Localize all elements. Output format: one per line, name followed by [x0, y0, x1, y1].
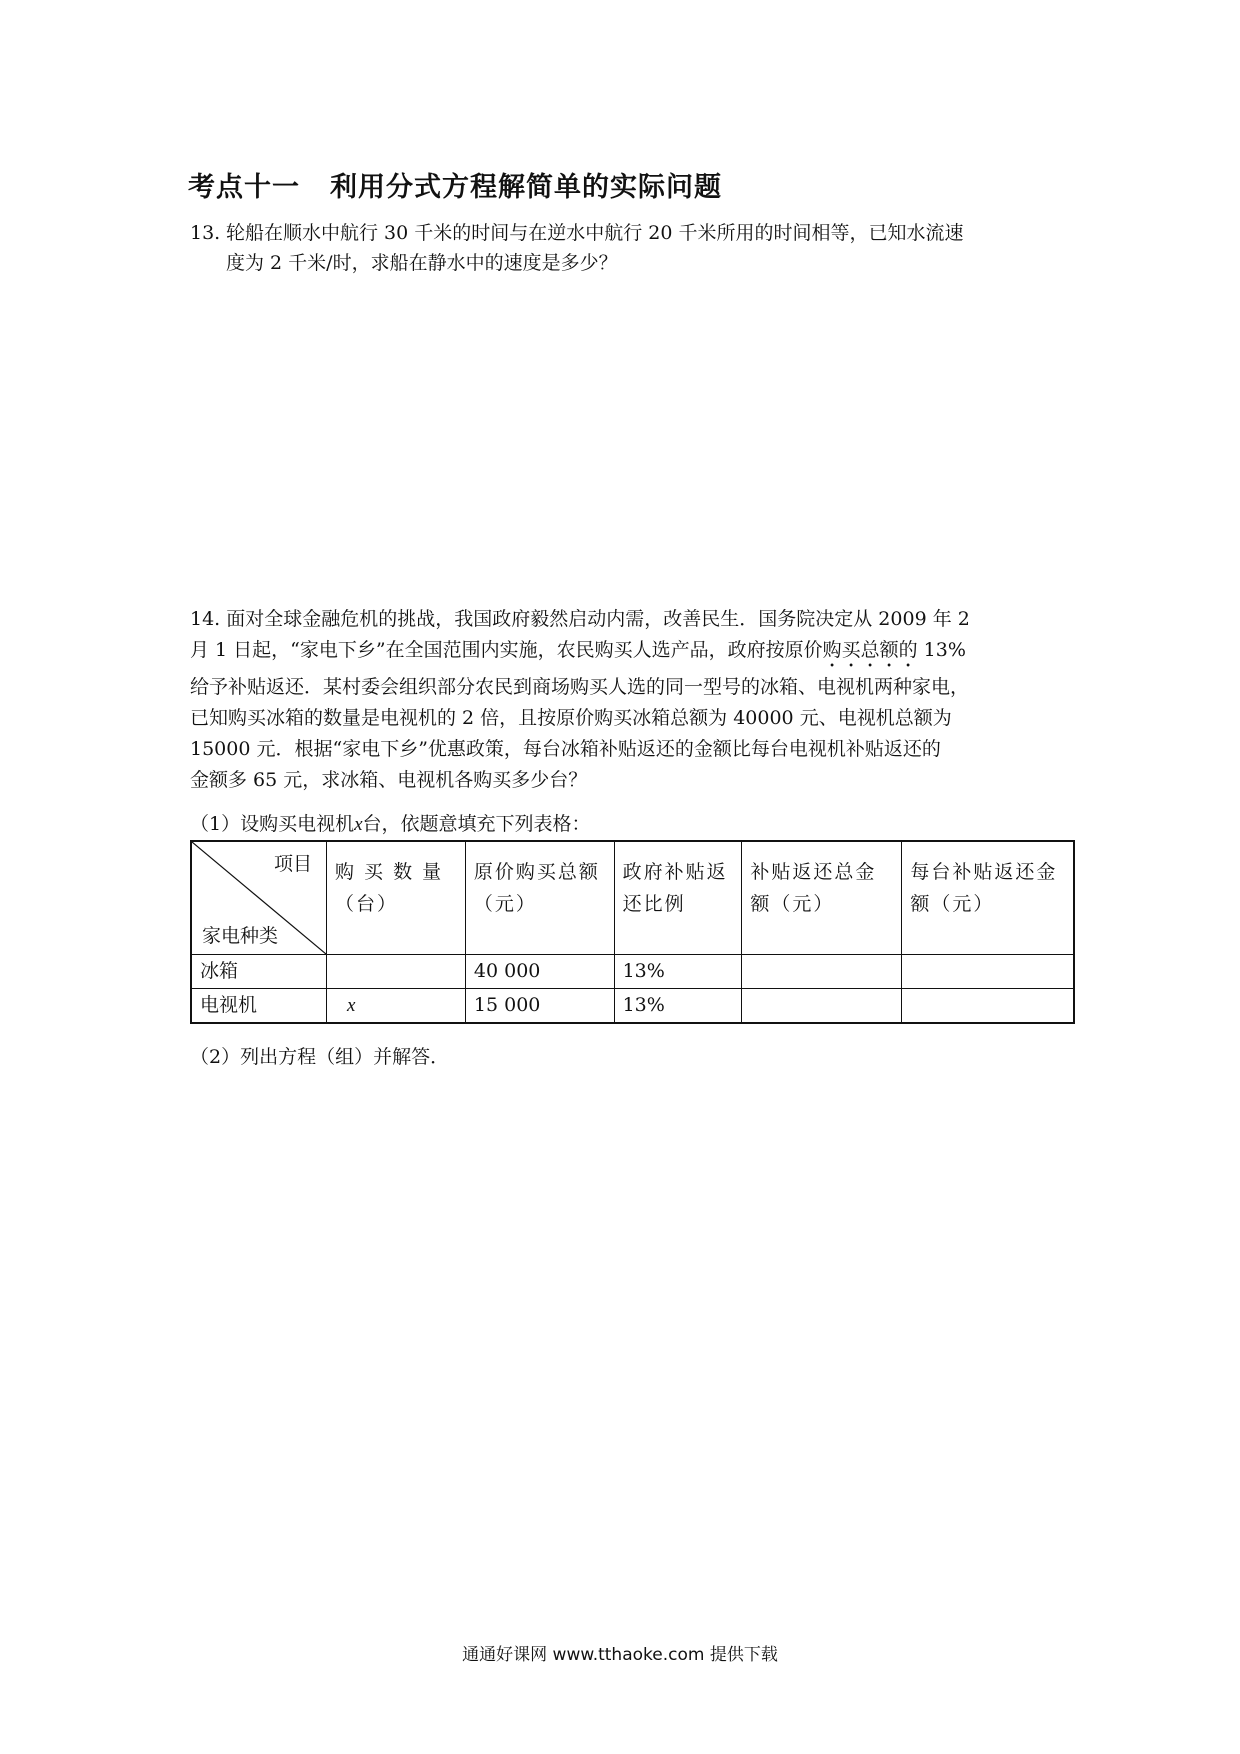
- cell-subsidy-ratio: 13%: [614, 989, 742, 1024]
- question-13: [190, 218, 1070, 278]
- fill-in-table: [190, 840, 1075, 1024]
- row-label: 冰箱: [191, 955, 327, 989]
- question-14-part1: [190, 810, 591, 839]
- cell-original-total: 40 000: [465, 955, 614, 989]
- header-subsidy-each: 每台补贴返还金额（元）: [902, 841, 1074, 955]
- table-row: [191, 955, 1074, 989]
- cell-subsidy-each[interactable]: [902, 989, 1074, 1024]
- corner-bottom-label: 家电种类: [202, 925, 279, 947]
- section-title-prefix: 考点十一: [188, 172, 300, 203]
- question-14-line6: 金额多 65 元，求冰箱、电视机各购买多少台？: [190, 769, 588, 791]
- question-14: [190, 604, 1070, 796]
- header-quantity: 购 买 数 量（台）: [327, 841, 466, 955]
- part1-text-post: 台，依题意填充下列表格：: [362, 813, 591, 835]
- question-14-line1: 14. 面对全球金融危机的挑战，我国政府毅然启动内需，改善民生．国务院决定从 2009 年 2: [190, 608, 970, 630]
- question-14-line5: 15000 元．根据“家电下乡”优惠政策，每台冰箱补贴返还的金额比每台电视机补贴返还的: [190, 738, 941, 760]
- header-original-total: 原价购买总额（元）: [465, 841, 614, 955]
- question-14-part2: （2）列出方程（组）并解答．: [190, 1046, 450, 1068]
- page-footer: 通通好课网 www.tthaoke.com 提供下载: [462, 1645, 778, 1665]
- row-label: 电视机: [191, 989, 327, 1024]
- table-corner-cell: [191, 841, 327, 955]
- section-title: [188, 165, 722, 204]
- question-14-line4: 已知购买冰箱的数量是电视机的 2 倍，且按原价购买冰箱总额为 40000 元、电视机总额为: [190, 707, 952, 729]
- question-13-line2: 度为 2 千米/时，求船在静水中的速度是多少？: [226, 252, 618, 274]
- corner-top-label: 项目: [273, 853, 312, 875]
- cell-subsidy-total[interactable]: [742, 989, 902, 1024]
- part1-variable: x: [354, 814, 363, 835]
- cell-quantity[interactable]: [327, 955, 466, 989]
- table-row: [191, 989, 1074, 1024]
- question-14-line2-pre: 月 1 日起，“家电下乡”在全国范围内实施，农民购买人选产品，政府按原价: [190, 639, 823, 661]
- part1-text-pre: （1）设购买电视机: [190, 813, 355, 835]
- question-14-line2: [190, 635, 1070, 672]
- cell-original-total: 15 000: [465, 989, 614, 1024]
- question-13-number: 13.: [190, 222, 221, 244]
- section-title-main: 利用分式方程解简单的实际问题: [330, 172, 722, 203]
- emphasized-text: 购买总额的: [822, 639, 918, 661]
- question-14-line2-post: 13%: [917, 639, 966, 661]
- header-subsidy-ratio: 政府补贴返还比例: [614, 841, 742, 955]
- cell-subsidy-each[interactable]: [902, 955, 1074, 989]
- cell-quantity[interactable]: x: [327, 989, 466, 1024]
- cell-subsidy-ratio: 13%: [614, 955, 742, 989]
- question-14-line3: 给予补贴返还．某村委会组织部分农民到商场购买人选的同一型号的冰箱、电视机两种家电，: [190, 676, 970, 698]
- header-subsidy-total: 补贴返还总金额（元）: [742, 841, 902, 955]
- cell-subsidy-total[interactable]: [742, 955, 902, 989]
- question-13-line1: 轮船在顺水中航行 30 千米的时间与在逆水中航行 20 千米所用的时间相等，已知水流速: [226, 222, 964, 244]
- table-header-row: [191, 841, 1074, 955]
